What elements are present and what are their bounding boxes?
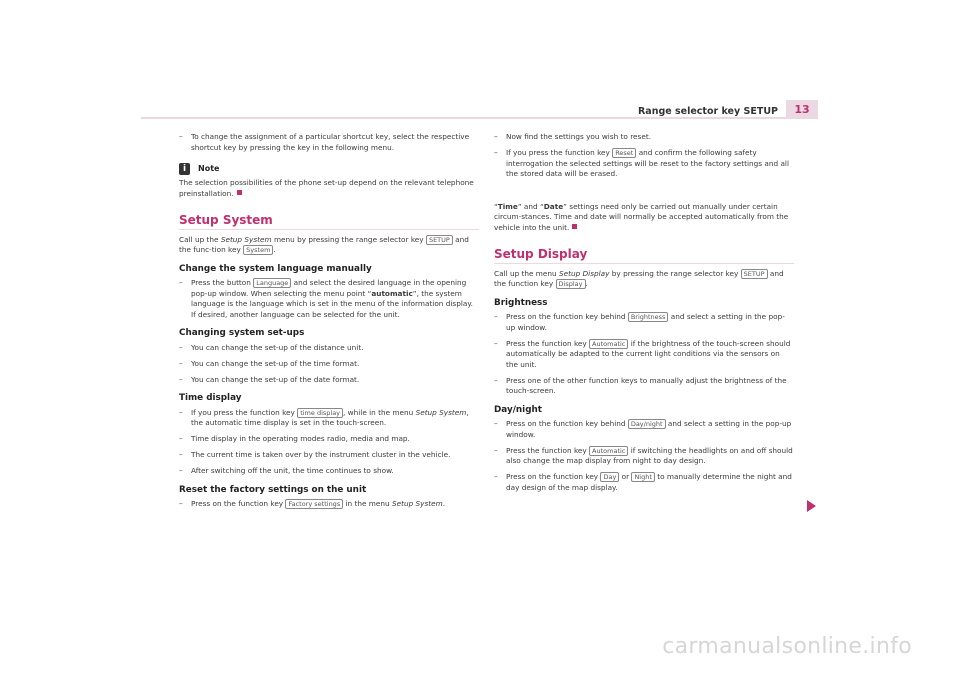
time-date-note: “Time” and “Date” settings need only be carried out manually under certain circum-stances. Time and date will normally be accepted automatically from the vehicle into the unit.: [494, 201, 789, 232]
list-item: – Press on the function key Day or Night to manually determine the night and day design of the map display.: [494, 472, 792, 492]
list-item: – Time display in the operating modes radio, media and map.: [179, 434, 410, 443]
brightness-key[interactable]: Brightness: [628, 312, 669, 322]
list-item: – Press the function key Automatic if the brightness of the touch-screen should automatically be adapted to the current light conditions via the sensors on the unit.: [494, 338, 791, 369]
setup-system-intro: Call up the Setup System menu by pressing the range selector key SETUP and the func-tion key System .: [179, 234, 469, 254]
list-item: – Press the function key Automatic if switching the headlights on and off should also change the map display from night to day design.: [494, 445, 793, 465]
list-item: – To change the assignment of a particular shortcut key, select the respective shortcut key by pressing the key in the following menu.: [179, 132, 470, 152]
continue-arrow-icon: [807, 500, 816, 512]
reset-key[interactable]: Reset: [612, 148, 636, 158]
subheading-brightness: Brightness: [494, 297, 548, 308]
note-text: The selection possibilities of the phone set-up depend on the relevant telephone preinstallation.: [179, 178, 474, 198]
right-column: [494, 132, 794, 499]
subheading-day-night: Day/night: [494, 404, 542, 415]
list-item: – If you press the function key time display , while in the menu Setup System, the automatic time display is set in the touch-screen.: [179, 407, 469, 427]
factory-settings-key[interactable]: Factory settings: [285, 499, 343, 509]
watermark: carmanualsonline.info: [662, 634, 912, 659]
day-night-key[interactable]: Day/night: [628, 419, 666, 429]
setup-key[interactable]: SETUP: [426, 235, 453, 245]
note-header: [179, 163, 479, 175]
left-column: [179, 132, 479, 515]
end-mark-icon: [572, 224, 577, 229]
section-title-setup-display: Setup Display: [494, 249, 794, 264]
setup-display-intro: Call up the menu Setup Display by pressing the range selector key SETUP and the function key Display .: [494, 268, 784, 288]
list-item: – You can change the set-up of the date format.: [179, 374, 360, 384]
list-item: – Press on the function key behind Day/night and select a setting in the pop-up window.: [494, 419, 792, 439]
list-item: – Press on the function key Factory settings in the menu Setup System.: [179, 499, 446, 508]
time-display-key[interactable]: time display: [297, 408, 343, 418]
automatic-key[interactable]: Automatic: [589, 446, 628, 456]
list-item: – Now find the settings you wish to reset.: [494, 132, 652, 141]
system-key[interactable]: System: [243, 245, 273, 255]
page-number: 13: [786, 100, 818, 119]
end-mark-icon: [237, 190, 242, 195]
setup-key[interactable]: SETUP: [741, 269, 768, 279]
list-item: – You can change the set-up of the distance unit.: [179, 342, 364, 352]
list-item: – Press the button Language and select the desired language in the opening pop-up window. When selecting the menu point “automatic”, the system language is the language which is set in the menu of the information display. If desired, another language can be selected for the unit.: [179, 278, 473, 319]
night-key[interactable]: Night: [631, 472, 654, 482]
list-item: – After switching off the unit, the time continues to show.: [179, 466, 394, 475]
header-rule: [141, 117, 786, 119]
page-title: Range selector key SETUP: [637, 106, 778, 117]
subheading-time-display: Time display: [179, 393, 242, 403]
automatic-key[interactable]: Automatic: [589, 339, 628, 349]
list-item: – Press one of the other function keys to manually adjust the brightness of the touch-screen.: [494, 375, 787, 395]
language-key[interactable]: Language: [253, 278, 291, 288]
list-item: – Press on the function key behind Brightness and select a setting in the pop-up window.: [494, 312, 785, 332]
list-item: – The current time is taken over by the instrument cluster in the vehicle.: [179, 450, 451, 459]
subheading-language: Change the system language manually: [179, 263, 372, 274]
day-key[interactable]: Day: [600, 472, 619, 482]
info-icon: i: [179, 163, 190, 175]
section-title-setup-system: Setup System: [179, 215, 479, 230]
list-item: – You can change the set-up of the time format.: [179, 358, 360, 368]
subheading-reset: Reset the factory settings on the unit: [179, 484, 367, 495]
subheading-system-setups: Changing system set-ups: [179, 328, 305, 338]
display-key[interactable]: Display: [556, 279, 586, 289]
note-label: Note: [198, 163, 220, 173]
list-item: – If you press the function key Reset and confirm the following safety interrogation the selected settings will be reset to the factory settings and all the stored data will be erased.: [494, 148, 789, 178]
